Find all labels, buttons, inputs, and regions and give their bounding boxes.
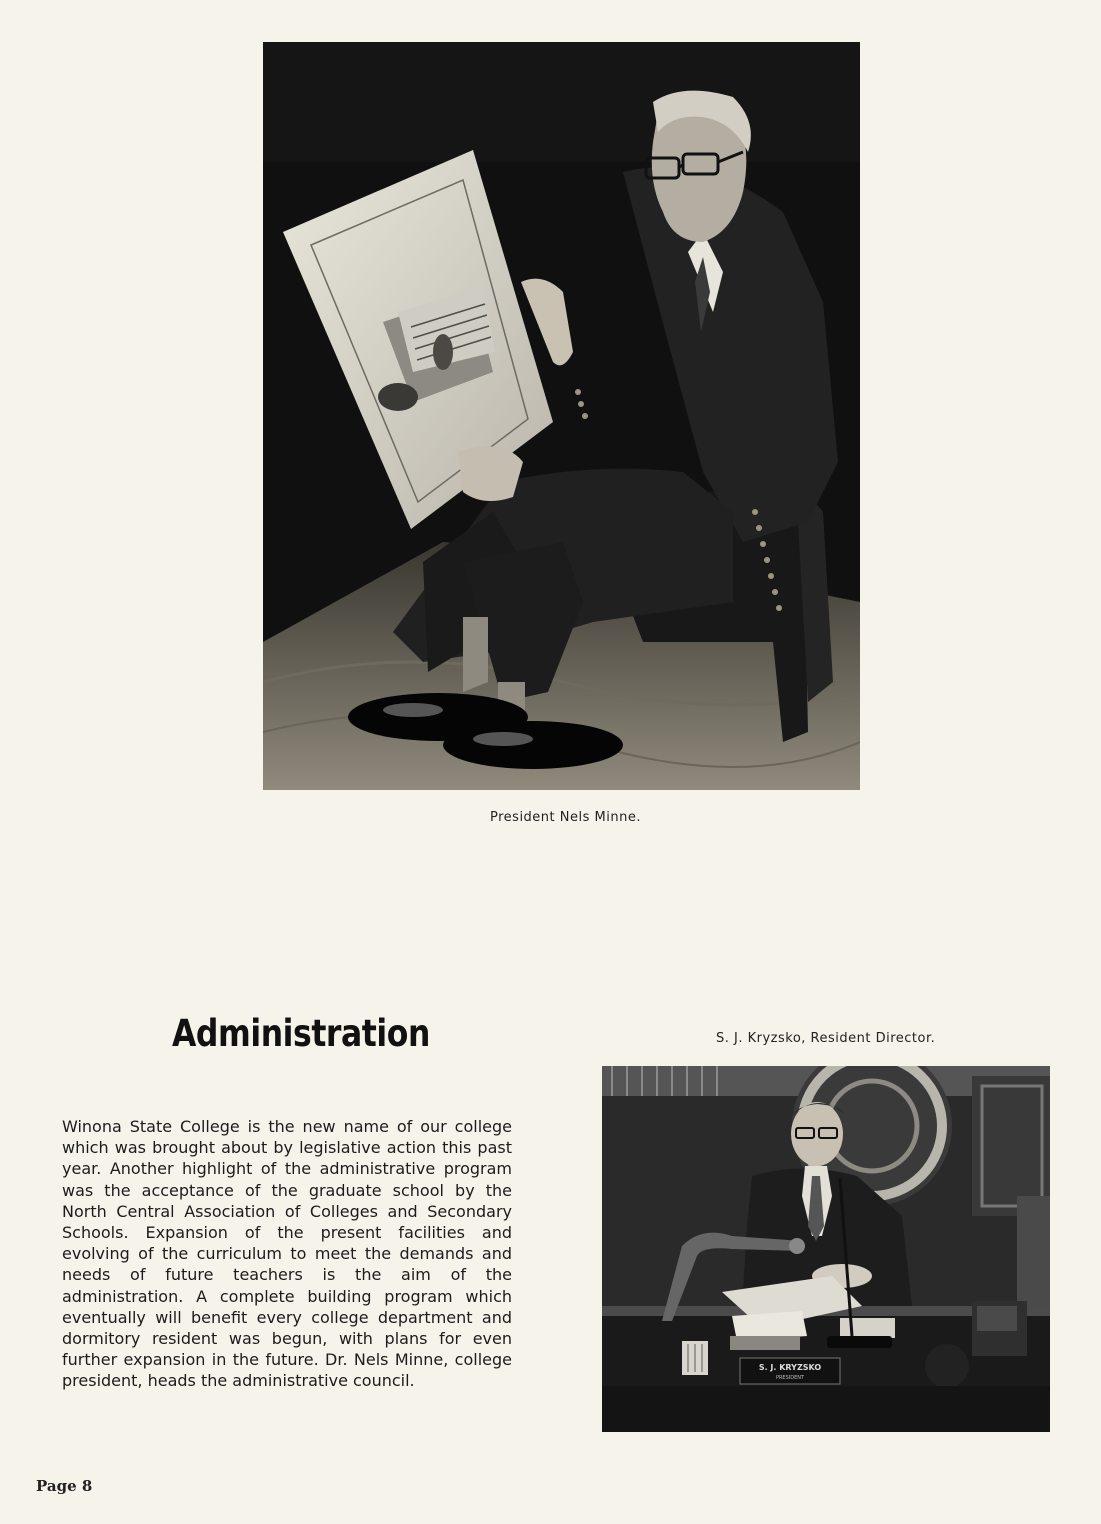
nameplate-title: PRESIDENT [775,1375,805,1381]
page-number: Page 8 [36,1477,93,1495]
body-paragraph: Winona State College is the new name of our college which was brought about by legislative action this past year. Another highlight of the administrative program was the acceptance of the graduate school by the North Central Association of Colleges and Secondary Schools. Expansion of the present facilities and evolving of the curriculum to meet the demands and needs of future teachers is the aim of the administration. A complete building program which eventually will benefit every college department and dormitory resident was begun, with plans for even further expansion in the future. Dr. Nels Minne, college president, heads the administrative council. [62,1117,512,1391]
president-photo-caption: President Nels Minne. [490,810,641,825]
president-photo-illustration [263,42,860,790]
director-photo-caption: S. J. Kryzsko, Resident Director. [716,1031,936,1046]
director-photo [602,1066,1050,1432]
page-title: Administration [172,1012,430,1055]
president-photo [263,42,860,790]
director-photo-illustration [602,1066,1050,1432]
nameplate-name: S. J. KRYZSKO [758,1363,822,1372]
